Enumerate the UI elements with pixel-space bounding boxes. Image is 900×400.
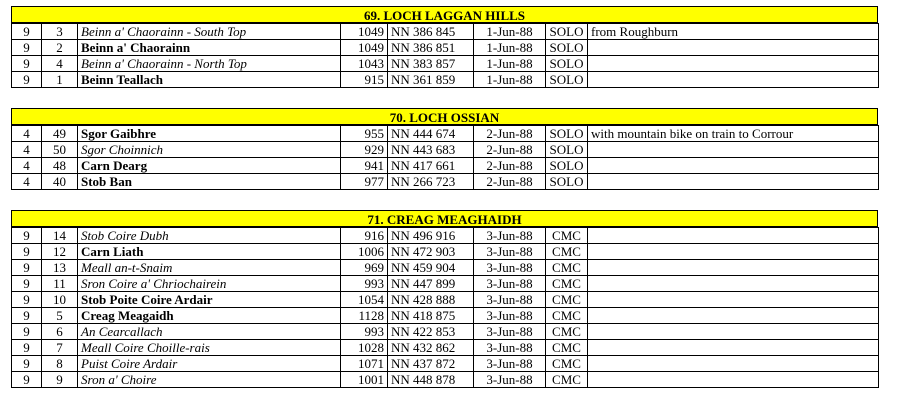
companions: SOLO (546, 40, 588, 56)
height-metres: 1049 (341, 24, 388, 40)
section-title: 70. LOCH OSSIAN (11, 108, 878, 125)
region-number: 9 (12, 292, 42, 308)
region-number: 9 (12, 24, 42, 40)
grid-reference: NN 496 916 (388, 228, 474, 244)
region-number: 4 (12, 174, 42, 190)
notes (588, 372, 879, 388)
ascent-date: 3-Jun-88 (474, 324, 546, 340)
companions: CMC (546, 308, 588, 324)
hill-name: Stob Coire Dubh (78, 228, 341, 244)
hill-name: Creag Meagaidh (78, 308, 341, 324)
region-number: 9 (12, 340, 42, 356)
notes: with mountain bike on train to Corrour (588, 126, 879, 142)
region-number: 9 (12, 228, 42, 244)
section-title: 69. LOCH LAGGAN HILLS (11, 6, 878, 23)
companions: CMC (546, 276, 588, 292)
height-metres: 993 (341, 276, 388, 292)
ascent-date: 3-Jun-88 (474, 276, 546, 292)
table-row (12, 158, 879, 174)
table-row (12, 24, 879, 40)
region-number: 9 (12, 372, 42, 388)
hill-number: 50 (42, 142, 78, 158)
hill-number: 49 (42, 126, 78, 142)
grid-reference: NN 422 853 (388, 324, 474, 340)
height-metres: 969 (341, 260, 388, 276)
region-number: 9 (12, 324, 42, 340)
notes (588, 292, 879, 308)
ascent-date: 3-Jun-88 (474, 340, 546, 356)
table-row (12, 142, 879, 158)
companions: SOLO (546, 24, 588, 40)
table-row (12, 292, 879, 308)
grid-reference: NN 448 878 (388, 372, 474, 388)
hill-number: 4 (42, 56, 78, 72)
grid-reference: NN 437 872 (388, 356, 474, 372)
notes (588, 158, 879, 174)
grid-reference: NN 472 903 (388, 244, 474, 260)
ascent-date: 1-Jun-88 (474, 56, 546, 72)
section-loch-laggan-hills (11, 6, 878, 88)
hill-name: Sgor Choinnich (78, 142, 341, 158)
height-metres: 1128 (341, 308, 388, 324)
hill-number: 6 (42, 324, 78, 340)
hill-name: Carn Liath (78, 244, 341, 260)
table-row (12, 40, 879, 56)
companions: CMC (546, 324, 588, 340)
hill-number: 11 (42, 276, 78, 292)
hill-name: Meall Coire Choille-rais (78, 340, 341, 356)
height-metres: 1054 (341, 292, 388, 308)
table-row (12, 372, 879, 388)
table-row (12, 56, 879, 72)
hill-number: 12 (42, 244, 78, 260)
hill-name: Puist Coire Ardair (78, 356, 341, 372)
grid-reference: NN 386 851 (388, 40, 474, 56)
region-number: 4 (12, 126, 42, 142)
ascent-date: 2-Jun-88 (474, 174, 546, 190)
ascent-date: 3-Jun-88 (474, 260, 546, 276)
height-metres: 915 (341, 72, 388, 88)
hill-number: 10 (42, 292, 78, 308)
notes (588, 340, 879, 356)
hill-name: Beinn a' Chaorainn (78, 40, 341, 56)
notes (588, 276, 879, 292)
hill-number: 2 (42, 40, 78, 56)
section-title: 71. CREAG MEAGHAIDH (11, 210, 878, 227)
region-number: 9 (12, 56, 42, 72)
region-number: 9 (12, 260, 42, 276)
ascent-date: 1-Jun-88 (474, 24, 546, 40)
section-loch-ossian (11, 108, 878, 190)
companions: CMC (546, 244, 588, 260)
region-number: 9 (12, 276, 42, 292)
grid-reference: NN 444 674 (388, 126, 474, 142)
height-metres: 916 (341, 228, 388, 244)
notes (588, 56, 879, 72)
notes (588, 260, 879, 276)
hill-name: Sron Coire a' Chriochairein (78, 276, 341, 292)
hill-name: Stob Ban (78, 174, 341, 190)
height-metres: 977 (341, 174, 388, 190)
region-number: 4 (12, 158, 42, 174)
notes (588, 324, 879, 340)
grid-reference: NN 459 904 (388, 260, 474, 276)
table-row (12, 126, 879, 142)
grid-reference: NN 447 899 (388, 276, 474, 292)
hills-table (11, 227, 879, 388)
hill-name: Beinn Teallach (78, 72, 341, 88)
table-row (12, 340, 879, 356)
hill-number: 8 (42, 356, 78, 372)
table-row (12, 244, 879, 260)
ascent-date: 3-Jun-88 (474, 228, 546, 244)
hills-table (11, 23, 879, 88)
grid-reference: NN 383 857 (388, 56, 474, 72)
ascent-date: 2-Jun-88 (474, 158, 546, 174)
notes (588, 142, 879, 158)
companions: CMC (546, 340, 588, 356)
ascent-date: 1-Jun-88 (474, 40, 546, 56)
grid-reference: NN 266 723 (388, 174, 474, 190)
height-metres: 955 (341, 126, 388, 142)
hill-name: An Cearcallach (78, 324, 341, 340)
height-metres: 929 (341, 142, 388, 158)
ascent-date: 3-Jun-88 (474, 372, 546, 388)
hill-number: 48 (42, 158, 78, 174)
hill-name: Carn Dearg (78, 158, 341, 174)
table-row (12, 308, 879, 324)
hill-name: Sron a' Choire (78, 372, 341, 388)
grid-reference: NN 417 661 (388, 158, 474, 174)
height-metres: 941 (341, 158, 388, 174)
ascent-date: 1-Jun-88 (474, 72, 546, 88)
companions: SOLO (546, 142, 588, 158)
table-row (12, 356, 879, 372)
hill-number: 14 (42, 228, 78, 244)
notes (588, 244, 879, 260)
grid-reference: NN 361 859 (388, 72, 474, 88)
hill-name: Beinn a' Chaorainn - North Top (78, 56, 341, 72)
hill-number: 13 (42, 260, 78, 276)
notes (588, 308, 879, 324)
companions: CMC (546, 372, 588, 388)
region-number: 4 (12, 142, 42, 158)
hill-number: 9 (42, 372, 78, 388)
companions: SOLO (546, 126, 588, 142)
companions: SOLO (546, 56, 588, 72)
height-metres: 1001 (341, 372, 388, 388)
region-number: 9 (12, 72, 42, 88)
region-number: 9 (12, 356, 42, 372)
ascent-date: 3-Jun-88 (474, 356, 546, 372)
grid-reference: NN 443 683 (388, 142, 474, 158)
ascent-date: 3-Jun-88 (474, 308, 546, 324)
companions: SOLO (546, 158, 588, 174)
notes (588, 174, 879, 190)
grid-reference: NN 432 862 (388, 340, 474, 356)
table-row (12, 174, 879, 190)
notes (588, 228, 879, 244)
ascent-date: 2-Jun-88 (474, 142, 546, 158)
hill-name: Beinn a' Chaorainn - South Top (78, 24, 341, 40)
companions: CMC (546, 228, 588, 244)
table-row (12, 72, 879, 88)
hill-number: 1 (42, 72, 78, 88)
table-row (12, 260, 879, 276)
table-row (12, 228, 879, 244)
height-metres: 1028 (341, 340, 388, 356)
region-number: 9 (12, 308, 42, 324)
height-metres: 1006 (341, 244, 388, 260)
notes (588, 356, 879, 372)
height-metres: 1049 (341, 40, 388, 56)
table-row (12, 276, 879, 292)
ascent-date: 3-Jun-88 (474, 292, 546, 308)
grid-reference: NN 428 888 (388, 292, 474, 308)
region-number: 9 (12, 40, 42, 56)
notes: from Roughburn (588, 24, 879, 40)
table-row (12, 324, 879, 340)
hill-name: Sgor Gaibhre (78, 126, 341, 142)
hill-number: 40 (42, 174, 78, 190)
notes (588, 40, 879, 56)
notes (588, 72, 879, 88)
grid-reference: NN 418 875 (388, 308, 474, 324)
grid-reference: NN 386 845 (388, 24, 474, 40)
companions: CMC (546, 292, 588, 308)
hills-table (11, 125, 879, 190)
hill-number: 7 (42, 340, 78, 356)
ascent-date: 2-Jun-88 (474, 126, 546, 142)
hill-name: Stob Poite Coire Ardair (78, 292, 341, 308)
region-number: 9 (12, 244, 42, 260)
height-metres: 1043 (341, 56, 388, 72)
height-metres: 993 (341, 324, 388, 340)
hill-name: Meall an-t-Snaim (78, 260, 341, 276)
height-metres: 1071 (341, 356, 388, 372)
hill-number: 3 (42, 24, 78, 40)
companions: CMC (546, 356, 588, 372)
companions: SOLO (546, 174, 588, 190)
companions: SOLO (546, 72, 588, 88)
hill-number: 5 (42, 308, 78, 324)
companions: CMC (546, 260, 588, 276)
ascent-date: 3-Jun-88 (474, 244, 546, 260)
section-creag-meaghaidh (11, 210, 878, 388)
